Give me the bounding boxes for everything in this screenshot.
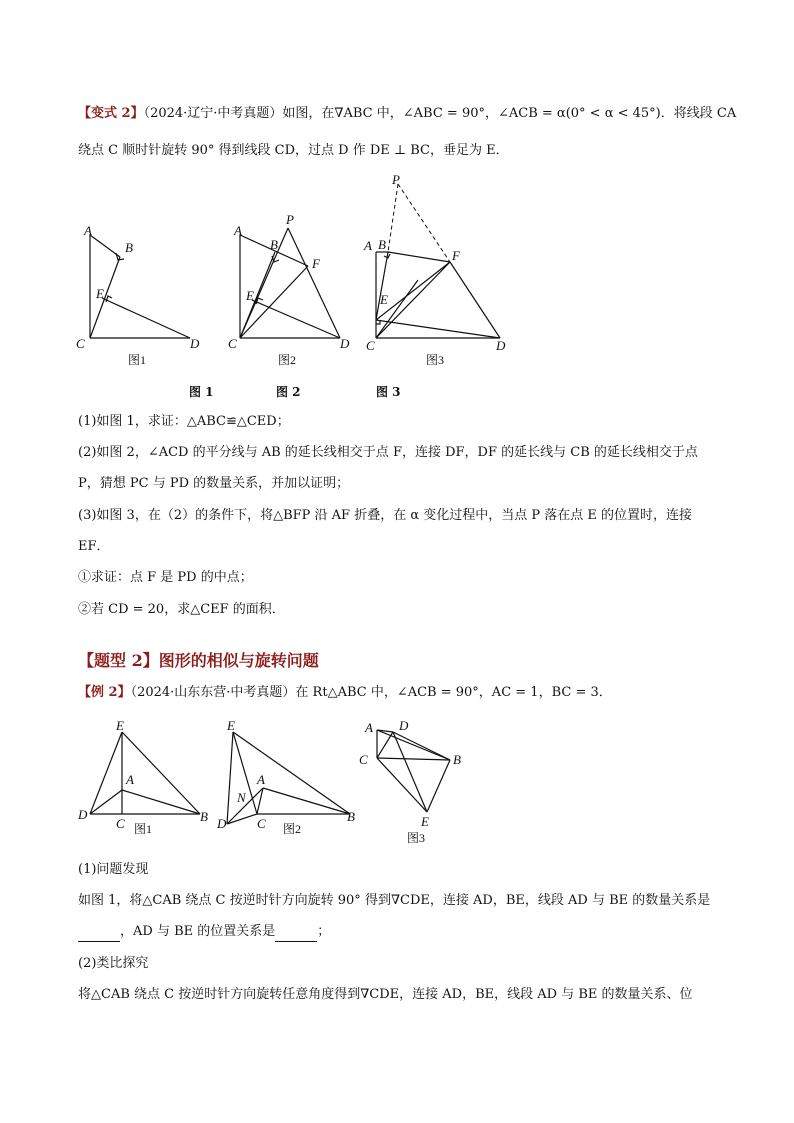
bold-caption-1: 图 1 [189,385,214,399]
variant-line-1 [78,104,737,124]
example-figure-3 [355,716,475,851]
ex2-caption: 图2 [283,822,302,836]
fig1-label-B: B [125,240,133,255]
part1-line-2-mid: ，AD 与 BE 的位置关系是 [120,924,276,939]
bold-caption-3: 图 3 [376,385,401,399]
example-figure-2 [215,718,365,848]
ex3-label-B: B [453,752,461,767]
figure-2 [220,210,370,370]
ex1-label-D: D [78,807,88,822]
fig2-label-E: E [246,288,254,303]
fig3-label-D: D [496,338,506,353]
fig3-label-P: P [392,172,400,187]
fig1-caption: 图1 [128,353,147,367]
ex1-label-E: E [116,718,124,733]
ex1-label-A: A [126,772,134,787]
ex2-label-D: D [217,816,227,831]
fig1-label-E: E [96,286,104,301]
answer-blank-2 [275,928,317,942]
bold-caption-2: 图 2 [276,385,301,399]
part2-line-1: 将△CAB 绕点 C 按逆时针方向旋转任意角度得到∇CDE，连接 AD，BE，线段 AD 与 BE 的数量关系、位 [78,987,693,1002]
variant-text-1: （2024·辽宁·中考真题）如图，在∇ABC 中，∠ABC = 90°，∠ACB = α(0° < α < 45°)．将线段 CA [143,106,737,121]
question-3-sub-2: ②若 CD = 20，求△CEF 的面积． [78,602,285,617]
figure-3 [360,170,520,370]
fig2-label-A: A [234,223,242,238]
question-3-line-2: EF． [78,539,110,554]
fig2-label-B: B [270,237,278,252]
fig2-label-F: F [312,256,320,271]
part1-title: (1)问题发现 [78,862,149,877]
variant-tag: 【变式 2】 [78,106,144,121]
fig3-label-B: B [378,237,386,252]
question-3-line-1: (3)如图 3，在（2）的条件下，将△BFP 沿 AF 折叠，在 α 变化过程中，当点 P 落在点 E 的位置时，连接 [78,508,693,523]
ex3-label-C: C [359,752,368,767]
fig3-label-E: E [380,292,388,307]
variant-line-2: 绕点 C 顺时针旋转 90° 得到线段 CD，过点 D 作 DE ⊥ BC，垂足为 E． [78,143,509,158]
example-text: （2024·山东东营·中考真题）在 Rt△ABC 中，∠ACB = 90°，AC = 1，BC = 3． [130,685,612,700]
ex2-label-A: A [257,772,265,787]
ex3-caption: 图3 [407,831,426,845]
ex2-label-E: E [227,718,235,733]
ex2-label-B: B [347,809,355,824]
example-tag: 【例 2】 [78,685,131,700]
ex2-label-N: N [237,790,246,805]
fig2-label-C: C [228,336,237,351]
fig3-label-A: A [364,238,372,253]
part2-title: (2)类比探究 [78,956,149,971]
part1-line-1: 如图 1，将△CAB 绕点 C 按逆时针方向旋转 90° 得到∇CDE，连接 AD，BE，线段 AD 与 BE 的数量关系是 [78,893,711,908]
fig3-label-C: C [366,338,375,353]
example-figure-1 [70,718,220,848]
example-line [78,683,728,703]
fig1-label-C: C [76,336,85,351]
ex3-label-E: E [421,814,429,829]
ex3-label-A: A [365,720,373,735]
fig1-label-D: D [190,336,200,351]
section-heading: 【题型 2】图形的相似与旋转问题 [78,651,319,670]
fig2-label-D: D [340,336,350,351]
question-2-line-2: P，猜想 PC 与 PD 的数量关系，并加以证明； [78,476,350,491]
question-1: (1)如图 1，求证：△ABC≌△CED； [78,414,290,429]
answer-blank-1 [78,928,120,942]
ex3-label-D: D [399,718,409,733]
ex2-label-C: C [257,816,266,831]
fig3-caption: 图3 [426,353,445,367]
figure-1 [70,220,210,370]
question-3-sub-1: ①求证：点 F 是 PD 的中点； [78,570,253,585]
fig2-caption: 图2 [278,353,297,367]
ex1-label-B: B [200,809,208,824]
fig1-label-A: A [84,223,92,238]
fig2-label-P: P [286,212,294,227]
question-2-line-1: (2)如图 2，∠ACD 的平分线与 AB 的延长线相交于点 F，连接 DF，DF 的延长线与 CB 的延长线相交于点 [78,445,698,460]
part1-line-2-end: ； [317,924,331,939]
fig3-label-F: F [452,248,460,263]
part1-line-2 [78,922,728,942]
ex1-label-C: C [116,816,125,831]
ex1-caption: 图1 [134,822,153,836]
